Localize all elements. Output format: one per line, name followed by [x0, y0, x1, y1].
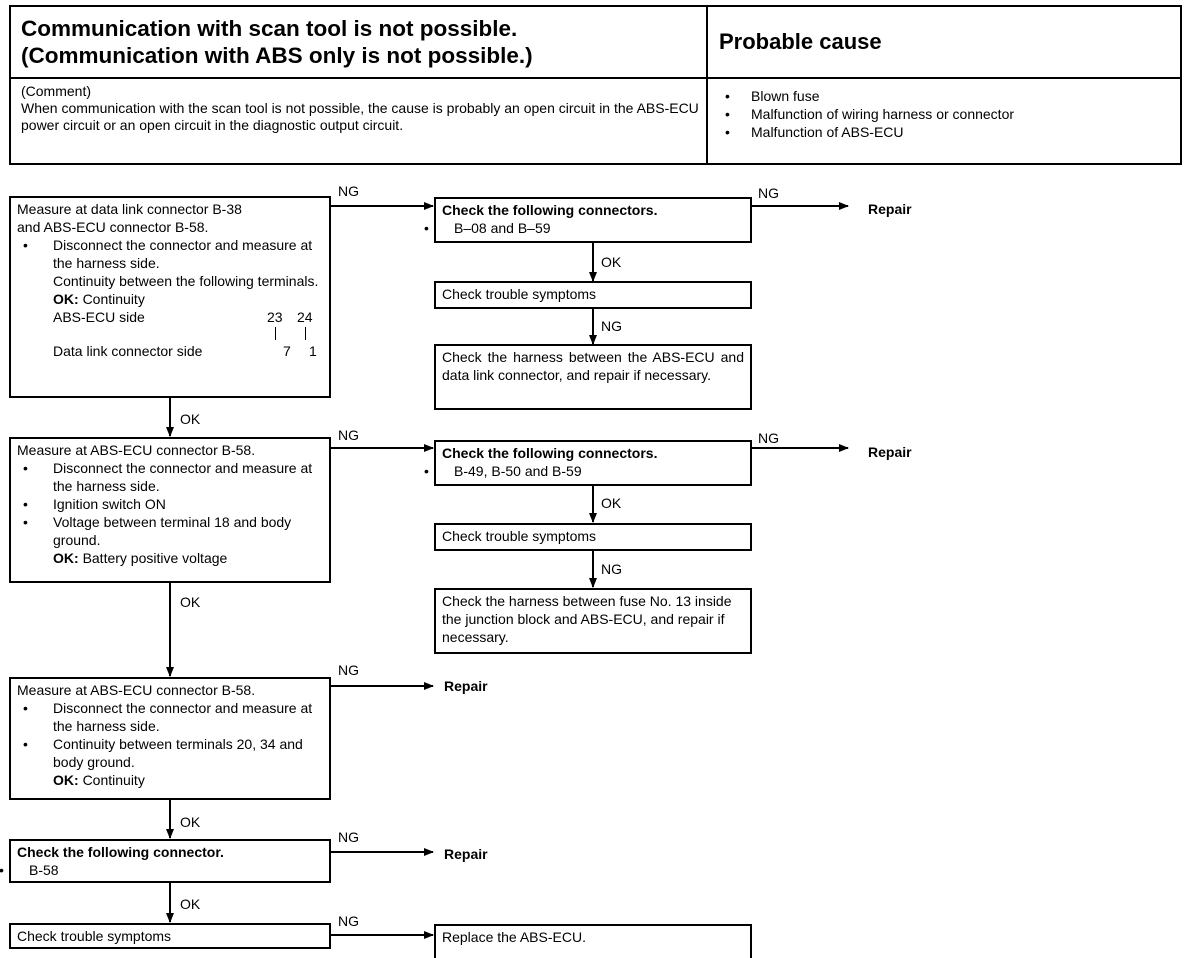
step1-ecu-row	[17, 308, 323, 326]
comment-text: When communication with the scan tool is not possible, the cause is probably an open circuit in the ABS-ECU power circuit or an open circuit in the diagnostic output circuit.	[21, 100, 699, 133]
step1-line1: Measure at data link connector B-38	[17, 201, 242, 217]
step1-dlc-t2: 1	[309, 343, 317, 359]
step5-text: Check trouble symptoms	[17, 928, 172, 944]
step1-ecu-side: ABS-ECU side	[53, 309, 145, 325]
step1-dlc-side: Data link connector side	[53, 343, 203, 359]
label-repair-1: Repair	[868, 201, 912, 217]
probable-cause-heading: Probable cause	[719, 29, 882, 54]
step1-dlc-row	[17, 342, 323, 360]
step4-item: • B-58	[0, 861, 323, 879]
step2-bullet: • Ignition switch ON	[17, 495, 323, 513]
step1-line2: and ABS-ECU connector B-58.	[17, 219, 209, 235]
header-table	[9, 5, 1182, 165]
trouble2-text: Check trouble symptoms	[442, 528, 597, 544]
label-ng-trouble2: NG	[601, 561, 622, 577]
step1-ok-label: OK:	[53, 291, 79, 307]
label-ng-step3: NG	[338, 662, 359, 678]
step1-tick-2	[305, 327, 306, 340]
step1-tick-1	[275, 327, 276, 340]
step2-bullet: • Disconnect the connector and measure at the harness side.	[17, 459, 323, 495]
step1-ecu-t1: 23	[267, 309, 283, 325]
step3-line1: Measure at ABS-ECU connector B-58.	[17, 682, 256, 698]
header-title-line2: (Communication with ABS only is not possible.)	[21, 43, 533, 68]
step1-ok	[17, 290, 323, 308]
step5-box	[9, 923, 331, 949]
label-ok-step3: OK	[180, 814, 201, 830]
header-title	[21, 15, 701, 69]
step1-ok-value: Continuity	[82, 291, 145, 307]
harness2-box	[434, 588, 752, 654]
harness2-text: Check the harness between fuse No. 13 inside the junction block and ABS-ECU, and repair if necessary.	[442, 593, 732, 645]
step3-box	[9, 677, 331, 800]
replace-ecu-text: Replace the ABS-ECU.	[442, 929, 586, 945]
trouble1-box	[434, 281, 752, 309]
cause-item: • Malfunction of ABS-ECU	[721, 123, 1014, 141]
label-repair-3: Repair	[444, 678, 488, 694]
step4-box	[9, 839, 331, 883]
step3-ok-label: OK:	[53, 772, 79, 788]
connectors1-box	[434, 197, 752, 243]
comment-label: (Comment)	[21, 83, 92, 99]
step2-line1: Measure at ABS-ECU connector B-58.	[17, 442, 256, 458]
label-ng-connectors2: NG	[758, 430, 779, 446]
header-divider-vertical	[706, 7, 708, 163]
step1-box	[9, 196, 331, 398]
label-ng-connectors1: NG	[758, 185, 779, 201]
trouble1-text: Check trouble symptoms	[442, 286, 597, 302]
step2-bullet: • Voltage between terminal 18 and body ground.	[17, 513, 323, 549]
step3-bullet: • Continuity between terminals 20, 34 and body ground.	[17, 735, 323, 771]
label-ok-connectors2: OK	[601, 495, 622, 511]
step1-continuity: Continuity between the following terminals.	[53, 273, 319, 289]
step2-box	[9, 437, 331, 583]
label-ok-connectors1: OK	[601, 254, 622, 270]
step2-ok-value: Battery positive voltage	[82, 550, 228, 566]
step1-bullet: • Disconnect the connector and measure at the harness side.	[17, 236, 323, 272]
label-ok-step4: OK	[180, 896, 201, 912]
cause-item: • Malfunction of wiring harness or connector	[721, 105, 1014, 123]
step2-ok-label: OK:	[53, 550, 79, 566]
step3-ok-value: Continuity	[82, 772, 145, 788]
cause-item: • Blown fuse	[721, 87, 1014, 105]
harness1-box	[434, 344, 752, 410]
comment-block	[21, 83, 701, 134]
harness1-text: Check the harness between the ABS-ECU and data link connector, and repair if necessary.	[442, 349, 744, 383]
step1-dlc-t1: 7	[283, 343, 291, 359]
connectors2-box	[434, 440, 752, 486]
connectors1-title: Check the following connectors.	[442, 202, 658, 218]
label-ok-step2: OK	[180, 594, 201, 610]
header-divider-horizontal	[11, 77, 1180, 79]
step1-ecu-t2: 24	[297, 309, 313, 325]
step1-tick-row	[17, 326, 323, 342]
connectors2-title: Check the following connectors.	[442, 445, 658, 461]
label-repair-2: Repair	[868, 444, 912, 460]
step3-ok	[17, 771, 323, 789]
trouble2-box	[434, 523, 752, 551]
connectors1-item: • B–08 and B–59	[418, 219, 744, 237]
replace-ecu-box	[434, 924, 752, 958]
label-ng-step4: NG	[338, 829, 359, 845]
label-repair-4: Repair	[444, 846, 488, 862]
header-title-line1: Communication with scan tool is not possible.	[21, 16, 518, 41]
label-ok-step1: OK	[180, 411, 201, 427]
connectors2-item: • B-49, B-50 and B-59	[418, 462, 744, 480]
step3-bullet: • Disconnect the connector and measure at the harness side.	[17, 699, 323, 735]
label-ng-step1: NG	[338, 183, 359, 199]
label-ng-step5: NG	[338, 913, 359, 929]
label-ng-trouble1: NG	[601, 318, 622, 334]
step2-ok	[17, 549, 323, 567]
step4-title: Check the following connector.	[17, 844, 224, 860]
probable-cause-list	[721, 87, 1014, 141]
label-ng-step2: NG	[338, 427, 359, 443]
